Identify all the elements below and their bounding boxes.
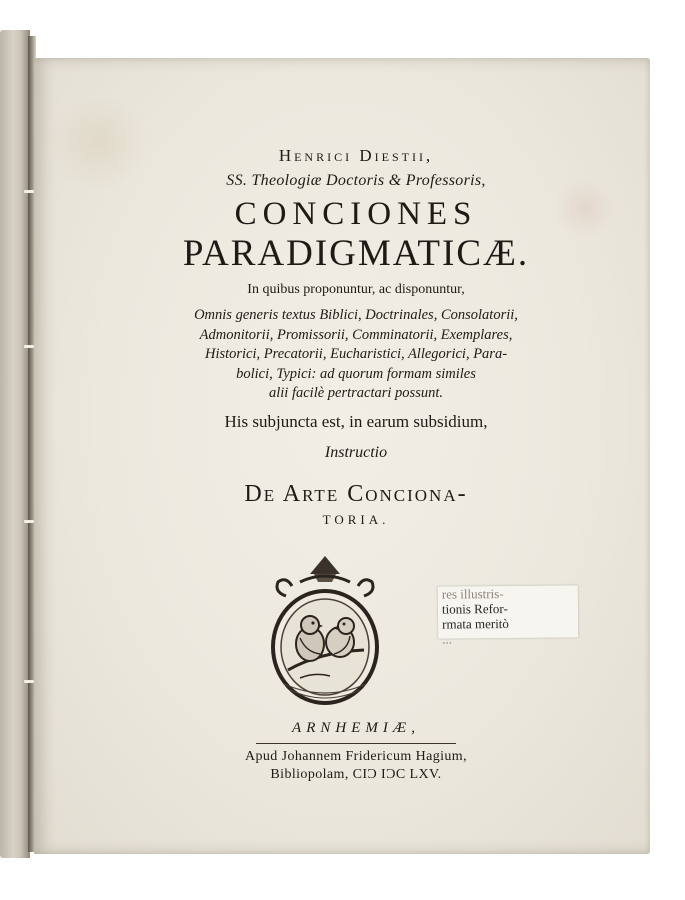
subtitle-line: In quibus proponuntur, ac disponuntur, [247, 282, 465, 297]
title-line-1: CONCIONES [234, 196, 478, 232]
binding-stitch [24, 345, 34, 348]
slip-line: rmata meritò [442, 615, 509, 632]
imprint-bibliopola: Bibliopolam, CIƆ IƆC LXV. [270, 767, 442, 782]
title-text-block [96, 146, 616, 528]
description-line: bolici, Typici: ad quorum formam similes [236, 365, 476, 382]
slip-line: tionis Refor- [441, 601, 508, 617]
imprint-rule [256, 743, 456, 744]
printers-device-birds-icon [260, 552, 390, 710]
slip-line: res illustris- [441, 586, 504, 602]
book-spine [0, 30, 30, 858]
toria-line: TORIA. [322, 511, 390, 527]
paper-label-slip [438, 585, 578, 647]
imprint-place: ARNHEMIÆ, [292, 720, 420, 736]
description-block [96, 306, 616, 404]
subjuncta-line: His subjuncta est, in earum subsidium, [224, 411, 488, 431]
title-line-2: PARADIGMATICÆ. [182, 233, 530, 274]
description-line: alii facilè pertractari possunt. [269, 385, 443, 401]
title-page [34, 58, 650, 854]
arte-line: De Arte Conciona- [244, 480, 468, 507]
imprint-block [96, 720, 616, 783]
role-line: SS. Theologiæ Doctoris & Professoris, [226, 172, 486, 189]
author-line: Henrici Diestii, [278, 146, 434, 165]
slip-line: ... [442, 631, 453, 647]
binding-stitch [24, 520, 34, 523]
instructio-line: Instructio [324, 443, 388, 461]
imprint-publisher: Apud Johannem Fridericum Hagium, [245, 749, 467, 764]
description-line: Omnis generis textus Biblici, Doctrinales, Consolatorii, [194, 307, 518, 323]
description-line: Historici, Precatorii, Eucharistici, Allegorici, Para- [204, 346, 508, 362]
description-line: Admonitorii, Promissorii, Comminatorii, Exemplares, [199, 326, 513, 343]
binding-stitch [24, 680, 34, 683]
binding-stitch [24, 190, 34, 193]
